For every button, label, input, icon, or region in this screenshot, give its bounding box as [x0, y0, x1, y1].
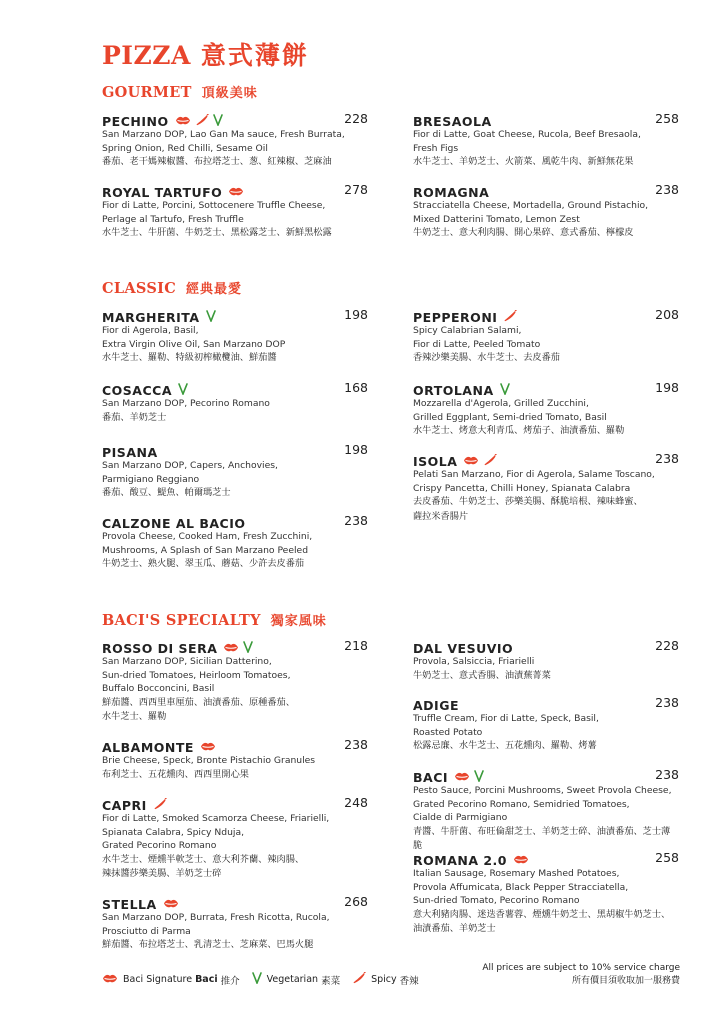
item-description-zh [102, 696, 368, 725]
item-header [413, 111, 679, 127]
item-price: 228 [655, 638, 679, 653]
vegetarian-icon [213, 114, 223, 129]
item-description-zh-line: 番茄、老干媽辣椒醬、布拉塔芝士、葱、紅辣椒、芝麻油 [102, 156, 332, 168]
item-description-line: Perlage al Tartufo, Fresh Truffle [102, 213, 244, 225]
item-price: 198 [344, 307, 368, 322]
item-price: 238 [655, 451, 679, 466]
item-name-text: DAL VESUVIO [413, 641, 514, 656]
legend-baci [102, 973, 240, 987]
spicy-icon [352, 972, 371, 987]
item-description [102, 397, 368, 411]
menu-item-adige [413, 695, 679, 754]
item-description-zh [102, 226, 368, 241]
item-name-text: ORTOLANA [413, 383, 494, 398]
item-name-text: ROMAGNA [413, 185, 490, 200]
item-description [102, 324, 368, 351]
vegetarian-icon [500, 383, 510, 398]
baci-signature-icon [463, 454, 479, 469]
item-description-zh [102, 411, 368, 426]
item-description [102, 911, 368, 938]
item-description-zh [102, 557, 368, 572]
menu-item-royal-tartufo [102, 182, 368, 241]
item-description [413, 324, 679, 351]
spicy-icon [503, 310, 517, 325]
item-description-line: Truffle Cream, Fior di Latte, Speck, Basil, [413, 713, 599, 724]
item-name-text: PECHINO [102, 114, 169, 129]
item-name [413, 185, 489, 200]
section-title-en: GOURMET [102, 84, 192, 101]
baci-signature-icon [163, 897, 179, 912]
item-description-line: Fior di Latte, Peeled Tomato [413, 338, 541, 350]
item-description [413, 784, 679, 825]
item-description-line: Roasted Potato [413, 726, 483, 738]
item-description-zh-line: 青醬、牛肝菌、布旺倫甜芝士、羊奶芝士碎、油漬番茄、芝士薄脆 [413, 825, 671, 852]
item-description-zh-line: 牛奶芝士、意式香腸、油漬蕪菁菜 [413, 669, 551, 681]
item-description-line: San Marzano DOP, Pecorino Romano [102, 398, 270, 409]
item-description-zh [413, 669, 679, 684]
item-description-line: Crispy Pancetta, Chilli Honey, Spianata Calabra [413, 482, 631, 494]
item-name [102, 185, 244, 200]
item-name [413, 383, 510, 398]
section-heading-gourmet [102, 82, 258, 101]
item-header [413, 695, 679, 711]
item-description-line: Italian Sausage, Rosemary Mashed Potatoes, [413, 868, 620, 879]
item-description-zh [102, 351, 368, 366]
item-name-text: ROSSO DI SERA [102, 641, 218, 656]
item-price: 218 [344, 638, 368, 653]
item-description-zh [413, 226, 679, 241]
item-header [102, 380, 368, 396]
item-price: 238 [655, 695, 679, 710]
spicy-icon [153, 798, 167, 813]
item-icons [228, 185, 244, 200]
item-description-zh-line: 鮮茄醬、西西里車厘茄、油漬番茄、原種番茄、 [102, 696, 295, 708]
menu-item-stella [102, 894, 368, 953]
menu-item-dal-vesuvio [413, 638, 679, 683]
menu-item-romagna [413, 182, 679, 241]
item-price: 278 [344, 182, 368, 197]
item-name [413, 698, 459, 713]
item-name-text: CAPRI [102, 798, 147, 813]
legend-veg-zh: 素菜 [321, 975, 341, 987]
service-charge-note-en: All prices are subject to 10% service charge [482, 963, 680, 973]
item-description-zh [102, 938, 368, 953]
item-icons [200, 740, 216, 755]
menu-item-bresaola [413, 111, 679, 170]
item-name [102, 740, 216, 755]
menu-item-ortolana [413, 380, 679, 439]
menu-item-cosacca [102, 380, 368, 425]
item-description-zh [413, 424, 679, 439]
item-description [413, 867, 679, 908]
spicy-icon [483, 454, 497, 469]
item-icons [206, 310, 216, 325]
item-description-line: Pesto Sauce, Porcini Mushrooms, Sweet Provola Cheese, [413, 785, 672, 796]
section-title-zh: 經典最愛 [186, 282, 243, 297]
item-description-line: Provola Affumicata, Black Pepper Stracciatella, [413, 881, 629, 893]
item-price: 198 [655, 380, 679, 395]
item-name-text: BACI [413, 770, 449, 785]
item-description-zh-line: 油漬番茄、羊奶芝士 [413, 923, 496, 935]
item-header [413, 638, 679, 654]
item-name-text: ALBAMONTE [102, 740, 194, 755]
item-description-zh-line: 番茄、羊奶芝士 [102, 411, 167, 423]
item-description [102, 530, 368, 557]
item-description-line: Brie Cheese, Speck, Bronte Pistachio Granules [102, 755, 316, 766]
menu-item-margherita [102, 307, 368, 366]
item-icons [513, 853, 529, 868]
item-description [102, 812, 368, 853]
item-description-line: Mushrooms, A Splash of San Marzano Peeled [102, 544, 309, 556]
item-description-line: Pelati San Marzano, Fior di Agerola, Salame Toscano, [413, 469, 655, 480]
item-description-zh-line: 松露忌廉、水牛芝士、五花燻肉、羅勒、烤薯 [413, 740, 597, 752]
baci-signature-icon [513, 853, 529, 868]
item-description-line: Sun-dried Tomato, Pecorino Romano [413, 895, 580, 907]
legend-veg-label: Vegetarian [266, 974, 319, 985]
menu-item-calzone-al-bacio [102, 513, 368, 572]
item-price: 238 [344, 737, 368, 752]
item-name-text: ISOLA [413, 454, 458, 469]
vegetarian-icon [206, 310, 216, 325]
item-name-text: PISANA [102, 445, 158, 460]
item-description-zh-line: 水牛芝士、羊奶芝士、火箭菜、風乾牛肉、新鮮無花果 [413, 156, 634, 168]
section-heading-classic [102, 278, 242, 297]
item-icons [463, 454, 497, 469]
item-name-text: ADIGE [413, 698, 459, 713]
item-name [413, 310, 517, 325]
item-icons [454, 770, 484, 785]
item-description-zh-line: 番茄、酸豆、鯷魚、帕爾瑪芝士 [102, 487, 231, 499]
item-description-zh [102, 155, 368, 170]
item-name-text: MARGHERITA [102, 310, 200, 325]
item-name-text: COSACCA [102, 383, 172, 398]
item-price: 208 [655, 307, 679, 322]
item-name [102, 445, 158, 460]
item-description-zh-line: 薩拉米香腸片 [413, 510, 469, 522]
item-price: 258 [655, 850, 679, 865]
item-description-line: Mozzarella d'Agerola, Grilled Zucchini, [413, 398, 589, 409]
item-description-line: San Marzano DOP, Burrata, Fresh Ricotta, Rucola, [102, 912, 330, 923]
item-description [102, 459, 368, 486]
baci-signature-icon [223, 641, 239, 656]
item-description-zh [413, 351, 679, 366]
item-description-zh-line: 水牛芝士、煙燻半軟芝士、意大利芥蘭、辣肉腸、 [102, 853, 305, 865]
item-price: 168 [344, 380, 368, 395]
item-description-zh [413, 739, 679, 754]
item-description-line: Extra Virgin Olive Oil, San Marzano DOP [102, 338, 286, 350]
section-heading-specialty [102, 610, 327, 629]
page-title-en: PIZZA [102, 41, 191, 70]
item-description-zh-line: 牛奶芝士、意大利肉腸、開心果碎、意式番茄、檸檬皮 [413, 227, 634, 239]
item-description-line: San Marzano DOP, Capers, Anchovies, [102, 460, 278, 471]
item-description [413, 712, 679, 739]
legend [102, 972, 431, 987]
vegetarian-icon [178, 383, 188, 398]
legend-spicy-label: Spicy [371, 974, 397, 985]
item-icons [175, 114, 223, 129]
item-price: 238 [344, 513, 368, 528]
legend-spicy-zh: 香辣 [399, 975, 419, 987]
item-description-zh-line: 水牛芝士、烤意大利青瓜、烤茄子、油漬番茄、羅勒 [413, 425, 625, 437]
service-charge-note [482, 962, 680, 988]
item-description-zh [413, 155, 679, 170]
item-header [102, 894, 368, 910]
item-icons [178, 383, 188, 398]
item-price: 238 [655, 767, 679, 782]
item-description-line: Cialde di Parmigiano [413, 812, 508, 824]
item-description-line: Provola, Salsiccia, Friarielli [413, 656, 535, 667]
item-description-line: Fior di Latte, Goat Cheese, Rucola, Beef Bresaola, [413, 129, 641, 140]
page-title [102, 36, 309, 72]
item-description-line: San Marzano DOP, Lao Gan Ma sauce, Fresh Burrata, [102, 129, 345, 140]
service-charge-note-zh: 所有價目須收取加一服務費 [571, 976, 680, 986]
item-price: 228 [344, 111, 368, 126]
item-description-line: Mixed Datterini Tomato, Lemon Zest [413, 213, 580, 225]
item-description [102, 754, 368, 768]
item-header [102, 442, 368, 458]
item-description [102, 199, 368, 226]
baci-signature-icon [228, 185, 244, 200]
item-description-line: Grated Pecorino Romano [102, 840, 217, 852]
section-title-zh: 頂級美味 [201, 86, 258, 101]
item-name [102, 310, 216, 325]
item-icons [163, 897, 179, 912]
item-description-zh [102, 768, 368, 783]
item-name [413, 454, 497, 469]
item-header [102, 182, 368, 198]
item-description-zh-line: 水牛芝士、羅勒、特級初榨橄欖油、鮮茄醬 [102, 352, 277, 364]
item-description [413, 397, 679, 424]
item-header [413, 850, 679, 866]
item-name-text: STELLA [102, 897, 157, 912]
menu-item-romana-2-0 [413, 850, 679, 937]
item-header [413, 380, 679, 396]
item-price: 198 [344, 442, 368, 457]
item-description-zh-line: 水牛芝士、牛肝菌、牛奶芝士、黑松露芝士、新鮮黑松露 [102, 227, 332, 239]
menu-item-albamonte [102, 737, 368, 782]
item-price: 238 [655, 182, 679, 197]
item-icons [503, 310, 517, 325]
item-header [102, 307, 368, 323]
item-price: 258 [655, 111, 679, 126]
baci-signature-icon [454, 770, 470, 785]
item-description-line: Fior di Latte, Smoked Scamorza Cheese, Friarielli, [102, 813, 330, 824]
item-name-text: CALZONE AL BACIO [102, 516, 246, 531]
legend-vegetarian [252, 972, 340, 987]
vegetarian-icon [252, 972, 267, 987]
item-header [413, 307, 679, 323]
item-name [413, 853, 529, 868]
item-description-zh-line: 去皮番茄、牛奶芝士、莎樂美腸、酥脆培根、辣味蜂蜜、 [413, 496, 643, 508]
item-header [413, 451, 679, 467]
item-description-zh-line: 辣抹醬莎樂美腸、羊奶芝士碎 [102, 868, 222, 880]
item-header [102, 513, 368, 529]
vegetarian-icon [474, 770, 484, 785]
item-description-line: Fresh Figs [413, 142, 459, 154]
item-description-zh-line: 水牛芝士、羅勒 [102, 711, 167, 723]
menu-item-capri [102, 795, 368, 882]
item-name [102, 383, 188, 398]
item-name [102, 641, 253, 656]
item-name [413, 770, 484, 785]
item-description [413, 468, 679, 495]
section-title-en: CLASSIC [102, 280, 177, 297]
legend-baci-word: Baci [195, 974, 218, 985]
section-title-en: BACI'S SPECIALTY [102, 612, 261, 629]
item-description-zh-line: 香辣沙樂美腸、水牛芝士、去皮番茄 [413, 352, 560, 364]
menu-item-pepperoni [413, 307, 679, 366]
menu-item-isola [413, 451, 679, 524]
item-header [102, 795, 368, 811]
item-description [413, 199, 679, 226]
item-description [413, 128, 679, 155]
item-description-line: Grated Pecorino Romano, Semidried Tomatoes, [413, 798, 630, 810]
item-description-zh-line: 布利芝士、五花燻肉、西西里開心果 [102, 768, 249, 780]
menu-item-baci [413, 767, 679, 854]
item-description [102, 655, 368, 696]
item-name-text: PEPPERONI [413, 310, 498, 325]
item-description-zh-line: 意大利豬肉腸、迷迭香薯蓉、煙燻牛奶芝士、黑胡椒牛奶芝士、 [413, 908, 671, 920]
item-header [413, 182, 679, 198]
item-name [413, 641, 513, 656]
item-description-line: Provola Cheese, Cooked Ham, Fresh Zucchini, [102, 531, 313, 542]
baci-signature-icon [102, 973, 123, 987]
item-icons [500, 383, 510, 398]
item-name [413, 114, 492, 129]
item-description-line: San Marzano DOP, Sicilian Datterino, [102, 656, 272, 667]
item-price: 268 [344, 894, 368, 909]
item-description-zh [102, 853, 368, 882]
baci-signature-icon [175, 114, 191, 129]
baci-signature-icon [200, 740, 216, 755]
item-description [413, 655, 679, 669]
item-description-zh [413, 908, 679, 937]
item-header [102, 737, 368, 753]
item-description-line: Fior di Latte, Porcini, Sottocenere Truffle Cheese, [102, 200, 326, 211]
item-price: 248 [344, 795, 368, 810]
item-header [102, 638, 368, 654]
item-name-text: ROMANA 2.0 [413, 853, 507, 868]
item-icons [223, 641, 253, 656]
menu-item-pechino [102, 111, 368, 170]
item-name-text: BRESAOLA [413, 114, 492, 129]
item-description-line: Sun-dried Tomatoes, Heirloom Tomatoes, [102, 669, 291, 681]
item-description-line: Grilled Eggplant, Semi-dried Tomato, Basil [413, 411, 607, 423]
item-name [102, 114, 223, 129]
item-name [102, 798, 167, 813]
item-description-zh [413, 495, 679, 524]
menu-item-rosso-di-sera [102, 638, 368, 725]
item-description-line: Spring Onion, Red Chilli, Sesame Oil [102, 142, 268, 154]
item-description-line: Prosciutto di Parma [102, 925, 191, 937]
legend-baci-label: Baci Signature [123, 974, 193, 985]
item-name-text: ROYAL TARTUFO [102, 185, 223, 200]
item-description-zh-line: 牛奶芝士、熟火腿、翠玉瓜、蘑菇、少許去皮番茄 [102, 558, 305, 570]
item-description-zh-line: 鮮茄醬、布拉塔芝士、乳清芝士、芝麻菜、巴馬火腿 [102, 939, 314, 951]
vegetarian-icon [243, 641, 253, 656]
item-header [102, 111, 368, 127]
spicy-icon [195, 114, 209, 129]
item-header [413, 767, 679, 783]
item-description-zh [102, 486, 368, 501]
legend-spicy [352, 972, 419, 987]
item-description-line: Parmigiano Reggiano [102, 473, 200, 485]
page-title-zh: 意式薄餅 [200, 41, 309, 70]
item-description-line: Fior di Agerola, Basil, [102, 325, 199, 336]
section-title-zh: 獨家風味 [270, 614, 327, 629]
item-name [102, 897, 179, 912]
legend-baci-zh: 推介 [220, 975, 240, 987]
item-icons [153, 798, 167, 813]
item-name [102, 516, 246, 531]
item-description-line: Stracciatella Cheese, Mortadella, Ground Pistachio, [413, 200, 649, 211]
item-description-line: Buffalo Bocconcini, Basil [102, 683, 215, 695]
menu-item-pisana [102, 442, 368, 501]
item-description [102, 128, 368, 155]
item-description-line: Spicy Calabrian Salami, [413, 325, 522, 336]
item-description-line: Spianata Calabra, Spicy Nduja, [102, 826, 245, 838]
